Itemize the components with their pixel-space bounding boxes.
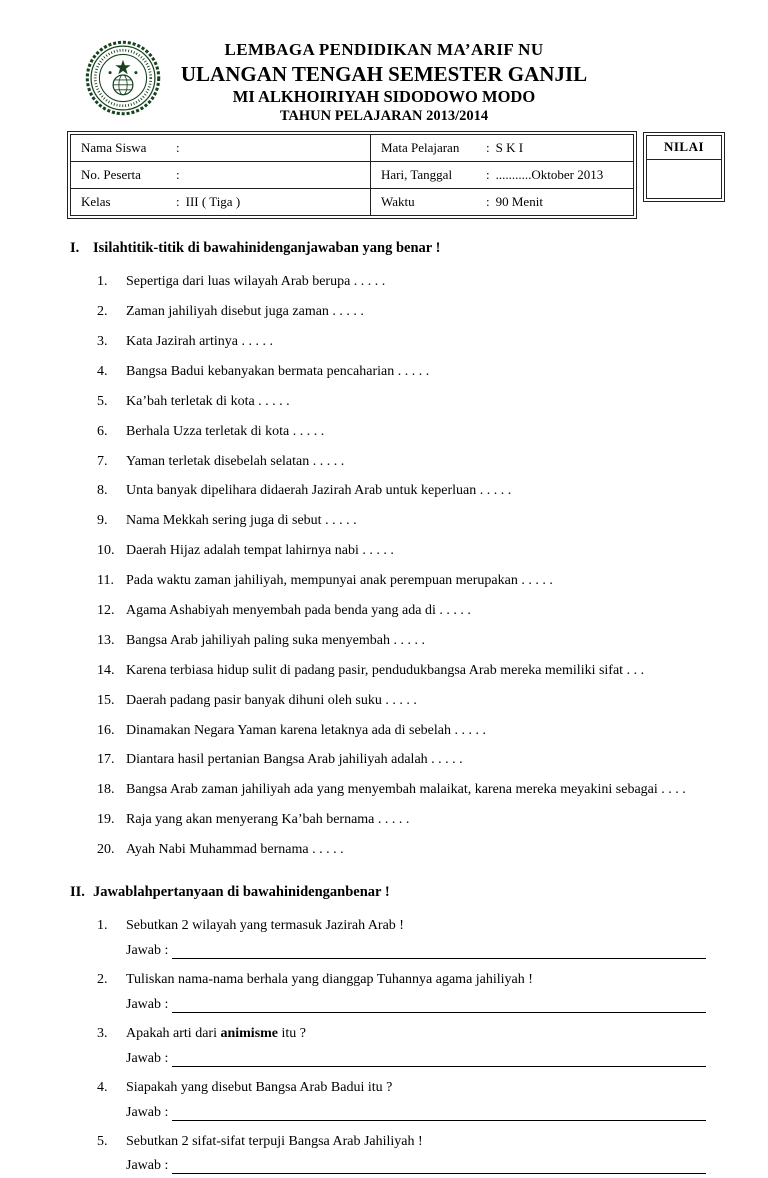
question-item: [97, 512, 706, 531]
essay-item: [97, 917, 706, 959]
info-cell-waktu: [371, 189, 633, 215]
answer-label: Jawab :: [126, 942, 169, 958]
question-item: [97, 841, 706, 860]
question-item: [97, 423, 706, 442]
question-item: [97, 303, 706, 322]
question-number: 7.: [97, 453, 108, 469]
answer-label: Jawab :: [126, 996, 169, 1012]
question-item: [97, 662, 706, 681]
score-box-empty-area: [647, 160, 721, 198]
fill-in-question-list: [97, 273, 706, 860]
question-number: 6.: [97, 423, 108, 439]
question-number: 16.: [97, 722, 115, 738]
essay-item: [97, 1133, 706, 1175]
question-text: Diantara hasil pertanian Bangsa Arab jahiliyah adalah . . . . .: [126, 752, 463, 768]
question-item: [97, 482, 706, 501]
section-1-heading: [70, 240, 706, 257]
field-label: No. Peserta: [81, 167, 141, 183]
answer-line: [126, 1105, 706, 1121]
question-text: Sepertiga dari luas wilayah Arab berupa . . . . .: [126, 274, 386, 290]
question-text: Zaman jahiliyah disebut juga zaman . . . . .: [126, 304, 364, 320]
info-row: [70, 134, 722, 216]
question-item: [97, 542, 706, 561]
field-label: Waktu: [381, 194, 415, 210]
question-text: Sebutkan 2 wilayah yang termasuk Jazirah Arab !: [126, 917, 404, 933]
info-cell-nama-siswa: [71, 135, 371, 161]
info-table-row: [71, 135, 633, 162]
section-number: II.: [70, 883, 85, 900]
field-label: Nama Siswa: [81, 140, 147, 156]
question-text: Ka’bah terletak di kota . . . . .: [126, 393, 290, 409]
question-text: Sebutkan 2 sifat-sifat terpuji Bangsa Arab Jahiliyah !: [126, 1133, 423, 1149]
question-number: 20.: [97, 842, 115, 858]
question-number: 12.: [97, 602, 115, 618]
question-item: [97, 333, 706, 352]
question-number: 3.: [97, 1025, 108, 1041]
answer-line: [126, 943, 706, 959]
question-number: 13.: [97, 632, 115, 648]
section-essay: [70, 884, 706, 1174]
essay-item: [97, 971, 706, 1013]
question-number: 5.: [97, 1133, 108, 1149]
essay-question: [97, 1079, 706, 1098]
answer-label: Jawab :: [126, 1050, 169, 1066]
section-instruction: Jawablahpertanyaan di bawahinidenganbenar !: [93, 883, 390, 900]
question-item: [97, 453, 706, 472]
answer-line: [126, 997, 706, 1013]
question-text: Tuliskan nama-nama berhala yang dianggap Tuhannya agama jahiliyah !: [126, 971, 533, 987]
question-number: 10.: [97, 543, 115, 559]
question-number: 3.: [97, 333, 108, 349]
field-colon: :: [176, 140, 180, 156]
question-number: 19.: [97, 812, 115, 828]
question-number: 4.: [97, 363, 108, 379]
question-number: 14.: [97, 662, 115, 678]
info-cell-hari-tanggal: [371, 162, 633, 188]
question-number: 15.: [97, 692, 115, 708]
question-item: [97, 363, 706, 382]
field-colon: :: [486, 167, 490, 183]
question-text: Pada waktu zaman jahiliyah, mempunyai anak perempuan merupakan . . . . .: [126, 573, 553, 589]
question-text: Siapakah yang disebut Bangsa Arab Badui itu ?: [126, 1079, 393, 1095]
title-block: [70, 40, 698, 126]
question-number: 8.: [97, 483, 108, 499]
school-name: MI ALKHOIRIYAH SIDODOWO MODO: [232, 87, 536, 107]
answer-blank-line: [172, 998, 706, 1013]
question-item: [97, 722, 706, 741]
field-value: III ( Tiga ): [185, 194, 241, 210]
field-label: Mata Pelajaran: [381, 140, 460, 156]
field-label: Hari, Tanggal: [381, 167, 453, 183]
school-year: TAHUN PELAJARAN 2013/2014: [279, 108, 489, 125]
question-item: [97, 393, 706, 412]
info-cell-mata-pelajaran: [371, 135, 633, 161]
answer-line: [126, 1051, 706, 1067]
essay-question-list: [97, 917, 706, 1174]
field-colon: :: [176, 194, 180, 210]
question-item: [97, 273, 706, 292]
info-cell-kelas: [71, 189, 371, 215]
question-text: Apakah arti dari animisme itu ?: [126, 1025, 307, 1041]
question-item: [97, 572, 706, 591]
field-colon: :: [176, 167, 180, 183]
question-text: Raja yang akan menyerang Ka’bah bernama . . . . .: [126, 812, 410, 828]
question-text: Bangsa Badui kebanyakan bermata pencaharian . . . . .: [126, 363, 430, 379]
essay-question: [97, 1133, 706, 1152]
question-text: Kata Jazirah artinya . . . . .: [126, 333, 273, 349]
institution-name: LEMBAGA PENDIDIKAN MA’ARIF NU: [224, 40, 544, 59]
question-text: Bangsa Arab zaman jahiliyah ada yang menyembah malaikat, karena mereka meyakini sebagai . . . .: [126, 782, 686, 798]
exam-title: ULANGAN TENGAH SEMESTER GANJIL: [180, 61, 588, 86]
question-item: [97, 751, 706, 770]
question-number: 2.: [97, 304, 108, 320]
question-text: Daerah Hijaz adalah tempat lahirnya nabi . . . . .: [126, 543, 394, 559]
score-box-label: NILAI: [647, 136, 721, 160]
question-number: 9.: [97, 513, 108, 529]
question-number: 18.: [97, 782, 115, 798]
info-table-row: [71, 162, 633, 189]
question-text: Agama Ashabiyah menyembah pada benda yang ada di . . . . .: [126, 602, 471, 618]
question-number: 5.: [97, 393, 108, 409]
student-info-table: [70, 134, 634, 216]
section-fill-in: [70, 240, 706, 860]
question-item: [97, 602, 706, 621]
question-text: Yaman terletak disebelah selatan . . . . .: [126, 453, 345, 469]
question-text: Unta banyak dipelihara didaerah Jazirah Arab untuk keperluan . . . . .: [126, 483, 512, 499]
question-text: Karena terbiasa hidup sulit di padang pasir, pendudukbangsa Arab mereka memiliki sifat . . .: [126, 662, 645, 678]
info-cell-no-peserta: [71, 162, 371, 188]
question-text: Dinamakan Negara Yaman karena letaknya ada di sebelah . . . . .: [126, 722, 486, 738]
field-colon: :: [486, 140, 490, 156]
question-number: 4.: [97, 1079, 108, 1095]
question-text: Bangsa Arab jahiliyah paling suka menyembah . . . . .: [126, 632, 425, 648]
answer-label: Jawab :: [126, 1158, 169, 1174]
document-header: [0, 0, 768, 126]
answer-blank-line: [172, 1052, 706, 1067]
question-item: [97, 781, 706, 800]
section-2-heading: [70, 884, 706, 901]
answer-line: [126, 1158, 706, 1174]
field-value: 90 Menit: [495, 194, 543, 210]
question-text: Nama Mekkah sering juga di sebut . . . . .: [126, 513, 357, 529]
question-item: [97, 632, 706, 651]
answer-blank-line: [172, 1159, 706, 1174]
essay-question: [97, 917, 706, 936]
field-value: S K I: [495, 140, 524, 156]
question-item: [97, 692, 706, 711]
answer-blank-line: [172, 1106, 706, 1121]
section-number: I.: [70, 240, 80, 257]
question-number: 11.: [97, 573, 114, 589]
essay-question: [97, 1025, 706, 1044]
question-number: 1.: [97, 917, 108, 933]
question-text: Ayah Nabi Muhammad bernama . . . . .: [126, 842, 344, 858]
field-label: Kelas: [81, 194, 111, 210]
essay-item: [97, 1025, 706, 1067]
answer-label: Jawab :: [126, 1104, 169, 1120]
section-instruction: Isilahtitik-titik di bawahinidenganjawaban yang benar !: [93, 240, 441, 257]
essay-item: [97, 1079, 706, 1121]
question-text: Berhala Uzza terletak di kota . . . . .: [126, 423, 325, 439]
question-number: 17.: [97, 752, 115, 768]
field-colon: :: [486, 194, 490, 210]
question-text: Daerah padang pasir banyak dihuni oleh suku . . . . .: [126, 692, 417, 708]
answer-blank-line: [172, 944, 706, 959]
question-number: 1.: [97, 274, 108, 290]
score-box: [646, 135, 722, 199]
info-table-row: [71, 189, 633, 215]
question-item: [97, 811, 706, 830]
question-number: 2.: [97, 971, 108, 987]
essay-question: [97, 971, 706, 990]
field-value: ...........Oktober 2013: [495, 167, 604, 183]
maarif-nu-logo-icon: [85, 40, 161, 116]
